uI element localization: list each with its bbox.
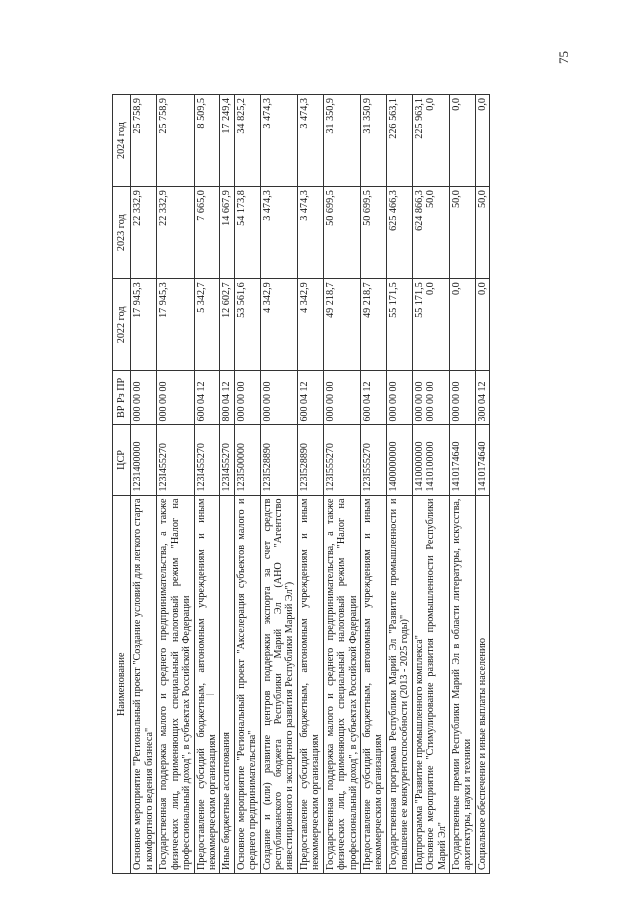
cell-2023-value: 624 866,3 xyxy=(413,190,425,231)
cell-2022 xyxy=(297,279,323,371)
table-row xyxy=(361,95,387,874)
table-row xyxy=(297,95,323,874)
cell-codes xyxy=(157,371,194,425)
cell-csr xyxy=(131,425,157,495)
cell-codes-value: 000 00 00 xyxy=(132,381,144,422)
cell-codes-value: 600 04 12 xyxy=(362,381,374,422)
row-name-text: Основное мероприятие "Региональный проект "Создание условий для легкого старта и комфортного ведения бизнеса" xyxy=(132,498,155,870)
cell-2024-value: 31 350,9 xyxy=(362,98,374,134)
cell-codes-value: 600 04 12 xyxy=(195,381,207,422)
cell-2023 xyxy=(131,187,157,279)
cell-csr-value: 1231400000 xyxy=(132,441,144,492)
cell-2023 xyxy=(449,187,475,279)
row-name-text: Предоставление субсидий бюджетным, автономным учреждениям и иным некоммерческим организациям xyxy=(298,498,322,870)
cell-2023 xyxy=(386,187,412,279)
header-codes: ВР Рз ПР xyxy=(113,371,131,425)
cell-2024-value: 25 758,9 xyxy=(158,98,170,134)
cell-name xyxy=(412,495,449,873)
cell-2022-value: 55 171,5 xyxy=(387,282,399,318)
cell-name xyxy=(131,495,157,873)
cell-2022 xyxy=(234,279,260,371)
row-name-text: Государственные премии Республики Марий Эл в области литературы, искусства, архитектуры, науки и техники xyxy=(450,498,474,870)
row-name-text: Государственная поддержка малого и среднего предпринимательства, а также физических лиц, применяющих специальный налоговый режим "Налог на профессиональный доход", в субъектах Российской Федерации xyxy=(324,498,359,870)
cell-2024 xyxy=(194,95,220,187)
cell-2022-value: 0,0 xyxy=(450,282,462,295)
row-name-text: Государственная поддержка малого и среднего предпринимательства, а также физических лиц, применяющих специальный налоговый режим "Налог на профессиональный доход", в субъектах Российской Федерации xyxy=(158,498,193,870)
cell-2024-value: 0,0 xyxy=(450,98,462,111)
rotated-table-container xyxy=(112,94,552,874)
cell-2024 xyxy=(220,95,234,187)
cell-2024-value: 226 563,1 xyxy=(387,98,399,139)
cell-2023-value: 625 466,3 xyxy=(387,190,399,231)
cell-name xyxy=(260,495,297,873)
cell-csr xyxy=(157,425,194,495)
cell-codes xyxy=(412,371,449,425)
cell-2024 xyxy=(386,95,412,187)
cell-csr-value: 123I555270 xyxy=(362,443,374,492)
cell-2022 xyxy=(260,279,297,371)
cell-codes-value: 000 00 00 xyxy=(235,381,247,422)
cell-csr-value: 1410100000 xyxy=(424,441,436,492)
cell-2023-value: 54 173,8 xyxy=(235,190,247,226)
cell-2023-value: 7 665,0 xyxy=(195,190,207,221)
budget-table xyxy=(112,94,490,874)
cell-codes xyxy=(260,371,297,425)
cell-name xyxy=(220,495,234,873)
cell-name xyxy=(361,495,387,873)
cell-codes xyxy=(131,371,157,425)
cell-2024-value: 8 509,5 xyxy=(195,98,207,129)
cell-codes-value: 000 00 00 xyxy=(413,381,425,422)
cell-codes-value: 300 04 12 xyxy=(476,381,488,422)
cell-2022 xyxy=(449,279,475,371)
table-row xyxy=(412,95,449,874)
cell-csr-value: 123I528890 xyxy=(298,443,310,492)
cell-2023 xyxy=(475,187,489,279)
page-number: 75 xyxy=(556,51,571,64)
header-2024: 2024 год xyxy=(113,95,131,187)
cell-csr xyxy=(361,425,387,495)
cell-2024 xyxy=(412,95,449,187)
cell-name xyxy=(386,495,412,873)
table-row xyxy=(449,95,475,874)
cell-codes xyxy=(194,371,220,425)
cell-2023-value: 22 332,9 xyxy=(158,190,170,226)
cell-csr-value: 1410174640 xyxy=(476,441,488,492)
cell-csr xyxy=(386,425,412,495)
cell-codes-value: 800 04 12 xyxy=(221,381,233,422)
cell-2022-value: 0,0 xyxy=(476,282,488,295)
cell-2022 xyxy=(220,279,234,371)
cell-2024-value: 225 963,1 xyxy=(413,98,425,139)
cell-csr-value: 123I455270 xyxy=(195,443,207,492)
cell-2023-value: 22 332,9 xyxy=(132,190,144,226)
cell-codes-value: 000 00 00 xyxy=(158,381,170,422)
cell-2023-value: 50,0 xyxy=(476,190,488,208)
cell-csr xyxy=(220,425,234,495)
cell-codes-value: 000 00 00 xyxy=(424,381,436,422)
cell-codes-value: 000 00 00 xyxy=(324,381,336,422)
cell-name xyxy=(157,495,194,873)
cell-codes-value: 600 04 12 xyxy=(298,381,310,422)
cell-2023 xyxy=(260,187,297,279)
cell-2022 xyxy=(386,279,412,371)
cell-2023 xyxy=(412,187,449,279)
cell-2024 xyxy=(323,95,360,187)
cell-2022 xyxy=(323,279,360,371)
cell-2024 xyxy=(234,95,260,187)
cell-csr xyxy=(234,425,260,495)
table-row xyxy=(260,95,297,874)
row-name-text: Предоставление субсидий бюджетным, автономным учреждениям и иным некоммерческим организациям xyxy=(195,498,218,870)
cell-2023-value: 3 474,3 xyxy=(298,190,310,221)
cell-2022-value: 53 561,6 xyxy=(235,282,247,318)
cell-2024 xyxy=(260,95,297,187)
cell-2024-value: 3 474,3 xyxy=(298,98,310,129)
cell-name xyxy=(234,495,260,873)
cell-2022-value: 55 171,5 xyxy=(413,282,425,318)
cell-codes xyxy=(475,371,489,425)
cell-2022-value: 4 342,9 xyxy=(298,282,310,313)
cell-2022-value: 49 218,7 xyxy=(362,282,374,318)
cell-2024 xyxy=(361,95,387,187)
cell-csr xyxy=(323,425,360,495)
row-name-text: Социальное обеспечение и иные выплаты населению xyxy=(476,637,488,870)
cell-2023 xyxy=(323,187,360,279)
cell-2024 xyxy=(131,95,157,187)
table-row xyxy=(131,95,157,874)
cell-name xyxy=(194,495,220,873)
cell-2022 xyxy=(361,279,387,371)
cell-2023-value: 50,0 xyxy=(450,190,462,208)
row-name-text: Государственная программа Республики Марий Эл "Развитие промышленности и повышение ее конкурентоспособности (2013 - 2025 годы)" xyxy=(387,498,411,870)
cell-2024 xyxy=(449,95,475,187)
cell-csr-value: 123I455270 xyxy=(221,443,233,492)
header-csr: ЦСР xyxy=(113,425,131,495)
cell-csr xyxy=(449,425,475,495)
cell-2023 xyxy=(234,187,260,279)
cell-csr-value: 123I455270 xyxy=(158,443,170,492)
table-row xyxy=(475,95,489,874)
cell-2023-value: 14 667,9 xyxy=(221,190,233,226)
cell-2023-value: 50,0 xyxy=(425,190,437,208)
cell-2024-value: 25 758,9 xyxy=(132,98,144,134)
cell-csr xyxy=(475,425,489,495)
cell-2024 xyxy=(475,95,489,187)
cell-csr-value: 1410174640 xyxy=(450,441,462,492)
cell-name xyxy=(297,495,323,873)
cell-2024-value: 17 249,4 xyxy=(221,98,233,134)
cell-codes-value: 000 00 00 xyxy=(450,381,462,422)
cell-2022-value: 17 945,3 xyxy=(132,282,144,318)
cell-name xyxy=(449,495,475,873)
header-2022: 2022 год xyxy=(113,279,131,371)
cell-2023-value: 50 699,5 xyxy=(362,190,374,226)
cell-2022-value: 12 602,7 xyxy=(221,282,233,318)
cell-2024-value: 3 474,3 xyxy=(261,98,273,129)
cell-2023 xyxy=(361,187,387,279)
cell-2022 xyxy=(131,279,157,371)
cell-name xyxy=(475,495,489,873)
table-row xyxy=(386,95,412,874)
row-name-text: Основное мероприятие "Региональный проект "Акселерация субъектов малого и среднего предпринимательства" xyxy=(235,498,259,870)
cell-2024-value: 0,0 xyxy=(476,98,488,111)
cell-csr-value: 123I500000 xyxy=(235,443,247,492)
cell-codes xyxy=(220,371,234,425)
header-name: Наименование xyxy=(113,495,131,873)
cell-2023 xyxy=(194,187,220,279)
cell-2023 xyxy=(157,187,194,279)
row-name-text: Создание и (или) развитие центров поддержки экспорта за счет средств республиканского бюджета Республики Марий Эл (АНО "Агентство инвестиционного и экспортного развития Республики Марий Эл") xyxy=(261,498,296,870)
cell-codes xyxy=(234,371,260,425)
table-body xyxy=(131,95,490,874)
cell-2024-value: 0,0 xyxy=(425,98,437,111)
cell-2024 xyxy=(157,95,194,187)
cell-2023-value: 3 474,3 xyxy=(261,190,273,221)
cell-csr-value: 1400000000 xyxy=(387,441,399,492)
cell-2022 xyxy=(412,279,449,371)
row-name-text: Предоставление субсидий бюджетным, автономным учреждениям и иным некоммерческим организациям xyxy=(362,498,385,870)
cell-csr-value: 123I555270 xyxy=(324,443,336,492)
cell-2023 xyxy=(297,187,323,279)
table-row xyxy=(194,95,220,874)
cell-codes-value: 000 00 00 xyxy=(261,381,273,422)
cell-name xyxy=(323,495,360,873)
table-row xyxy=(220,95,234,874)
cell-csr-value: 123I528890 xyxy=(261,443,273,492)
cell-2022-value: 0,0 xyxy=(425,282,437,295)
row-name-text: Иные бюджетные ассигнования xyxy=(221,732,233,870)
row-name-text: Подпрограмма "Развитие промышленного комплекса" xyxy=(413,635,425,870)
cell-2022-value: 5 342,7 xyxy=(195,282,207,313)
cell-2022-value: 49 218,7 xyxy=(324,282,336,318)
cell-2022-value: 17 945,3 xyxy=(158,282,170,318)
cell-2022 xyxy=(194,279,220,371)
table-header-row xyxy=(113,95,131,874)
cell-2023 xyxy=(220,187,234,279)
row-name-continued-text: Основное мероприятие "Стимулирование развития промышленности Республики Марий Эл" xyxy=(425,498,448,870)
cell-2022 xyxy=(157,279,194,371)
table-row xyxy=(234,95,260,874)
cell-codes-value: 000 00 00 xyxy=(387,381,399,422)
header-2023: 2023 год xyxy=(113,187,131,279)
cell-2024 xyxy=(297,95,323,187)
cell-2024-value: 31 350,9 xyxy=(324,98,336,134)
cell-csr xyxy=(260,425,297,495)
table-row xyxy=(157,95,194,874)
cell-2022 xyxy=(475,279,489,371)
cell-codes xyxy=(297,371,323,425)
cell-codes xyxy=(386,371,412,425)
cell-codes xyxy=(449,371,475,425)
cell-csr xyxy=(297,425,323,495)
cell-csr xyxy=(412,425,449,495)
cell-codes xyxy=(323,371,360,425)
table-row xyxy=(323,95,360,874)
cell-codes xyxy=(361,371,387,425)
cell-csr-value: 1410000000 xyxy=(413,441,425,492)
cell-csr xyxy=(194,425,220,495)
cell-2024-value: 34 825,2 xyxy=(235,98,247,134)
cell-2022-value: 4 342,9 xyxy=(261,282,273,313)
cell-2023-value: 50 699,5 xyxy=(324,190,336,226)
